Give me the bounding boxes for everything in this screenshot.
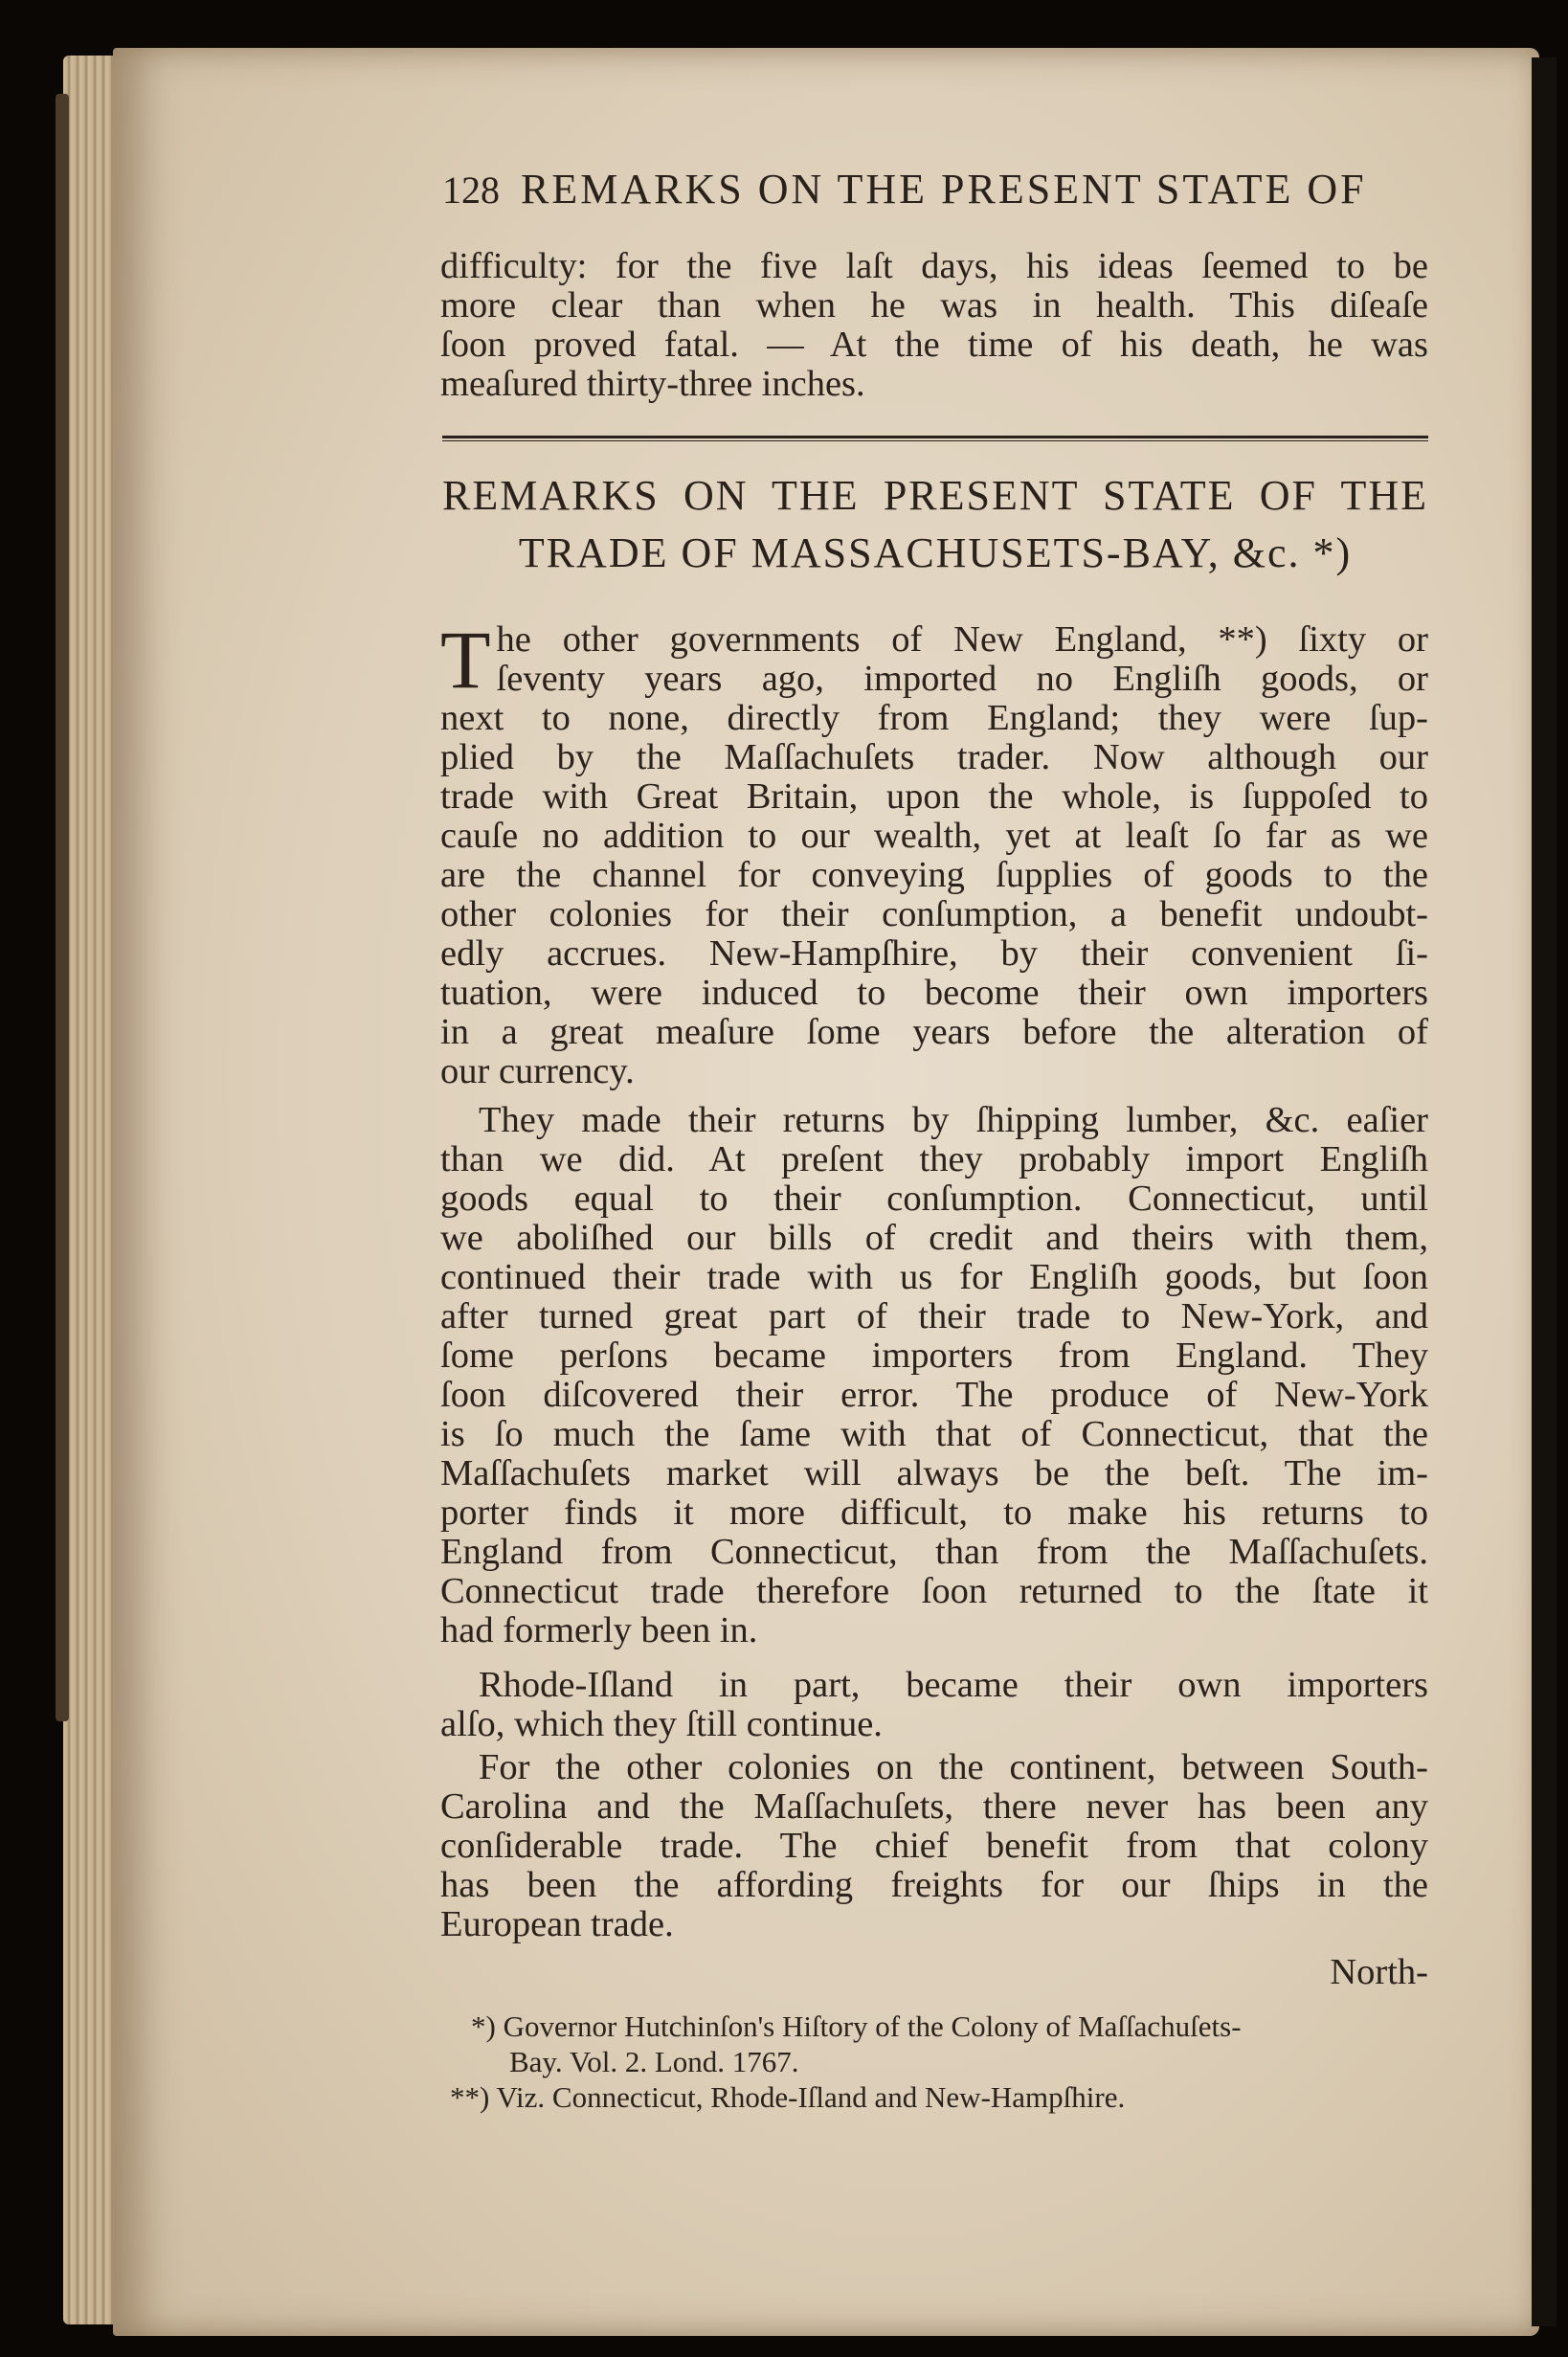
text-line: trade with Great Britain, upon the whole, is ſuppoſed to bbox=[440, 776, 1428, 817]
text-line: than we did. At preſent they probably import Engliſh bbox=[440, 1139, 1428, 1179]
paragraph-1 bbox=[440, 614, 1428, 1091]
article-heading-line-1: REMARKS ON THE PRESENT STATE OF THE bbox=[442, 472, 1428, 519]
paragraph-3 bbox=[440, 1666, 1428, 1744]
running-head bbox=[442, 165, 1428, 213]
text-line: ſoon diſcovered their error. The produce of New-York bbox=[440, 1375, 1428, 1415]
text-line: we aboliſhed our bills of credit and theirs with them, bbox=[440, 1218, 1428, 1258]
page-number: 128 bbox=[442, 168, 500, 212]
article-heading-line-2: TRADE OF MASSACHUSETS-BAY, &c. *) bbox=[518, 529, 1353, 576]
text-line: other colonies for their conſumption, a benefit undoubt- bbox=[440, 894, 1428, 934]
text-line: after turned great part of their trade to New-York, and bbox=[440, 1296, 1428, 1336]
drop-cap: T bbox=[440, 614, 491, 706]
section-rule bbox=[442, 436, 1428, 441]
text-line: next to none, directly from England; they were ſup- bbox=[440, 698, 1428, 738]
text-line: difficulty: for the five laſt days, his ideas ſeemed to be bbox=[440, 246, 1428, 286]
footnote-line: *) Governor Hutchinſon's Hiſtory of the Colony of Maſſachuſets- bbox=[471, 2009, 1242, 2043]
text-line: has been the affording freights for our ſhips in the bbox=[440, 1865, 1428, 1905]
text-line: For the other colonies on the continent, between South- bbox=[479, 1747, 1428, 1787]
text-line: meaſured thirty-three inches. bbox=[440, 364, 865, 404]
text-line: is ſo much the ſame with that of Connecticut, that the bbox=[440, 1414, 1428, 1454]
text-line: are the channel for conveying ſupplies of goods to the bbox=[440, 855, 1428, 895]
text-line: Connecticut trade therefore ſoon returned to the ſtate it bbox=[440, 1571, 1428, 1611]
text-line: They made their returns by ſhipping lumber, &c. eaſier bbox=[479, 1100, 1428, 1140]
text-line: European trade. bbox=[440, 1904, 674, 1944]
text-line: tuation, were induced to become their own importers bbox=[440, 973, 1428, 1013]
text-line: he other governments of New England, **) ſixty or bbox=[496, 619, 1428, 660]
footnote-line: **) Viz. Connecticut, Rhode-Iſland and New-Hampſhire. bbox=[450, 2080, 1126, 2114]
text-line: England from Connecticut, than from the Maſſachuſets. bbox=[440, 1532, 1428, 1572]
text-line: ſoon proved fatal. — At the time of his death, he was bbox=[440, 325, 1428, 365]
gutter-shadow bbox=[1532, 57, 1557, 2326]
text-line: in a great meaſure ſome years before the alteration of bbox=[440, 1012, 1428, 1052]
text-line: had formerly been in. bbox=[440, 1610, 758, 1650]
text-line: continued their trade with us for Engliſh goods, but ſoon bbox=[440, 1257, 1428, 1297]
text-line: conſiderable trade. The chief benefit from that colony bbox=[440, 1826, 1428, 1866]
paragraph-4 bbox=[440, 1748, 1428, 1944]
footnote-line: Bay. Vol. 2. Lond. 1767. bbox=[509, 2045, 799, 2078]
text-line: more clear than when he was in health. This diſeaſe bbox=[440, 285, 1428, 325]
catchword-row bbox=[440, 1953, 1428, 1992]
top-paragraph bbox=[440, 247, 1428, 404]
text-line: ſome perſons became importers from England. They bbox=[440, 1336, 1428, 1376]
text-line: Maſſachuſets market will always be the beſt. The im- bbox=[440, 1453, 1428, 1493]
running-title: REMARKS ON THE PRESENT STATE OF bbox=[521, 166, 1367, 213]
text-line: porter finds it more difficult, to make his returns to bbox=[440, 1493, 1428, 1533]
text-line: Carolina and the Maſſachuſets, there never has been any bbox=[440, 1786, 1428, 1827]
paragraph-2 bbox=[440, 1101, 1428, 1650]
text-line: edly accrues. New-Hampſhire, by their convenient ſi- bbox=[440, 933, 1428, 974]
text-line: Rhode-Iſland in part, became their own importers bbox=[479, 1665, 1428, 1705]
text-line: alſo, which they ſtill continue. bbox=[440, 1704, 883, 1744]
text-line: our currency. bbox=[440, 1051, 635, 1091]
text-line: plied by the Maſſachuſets trader. Now although our bbox=[440, 737, 1428, 777]
footnotes bbox=[442, 2009, 1428, 2115]
text-line: goods equal to their conſumption. Connecticut, until bbox=[440, 1178, 1428, 1219]
text-line: ſeventy years ago, imported no Engliſh goods, or bbox=[496, 659, 1428, 699]
text-line: cauſe no addition to our wealth, yet at leaſt ſo far as we bbox=[440, 816, 1428, 856]
catchword: North- bbox=[1330, 1952, 1428, 1992]
